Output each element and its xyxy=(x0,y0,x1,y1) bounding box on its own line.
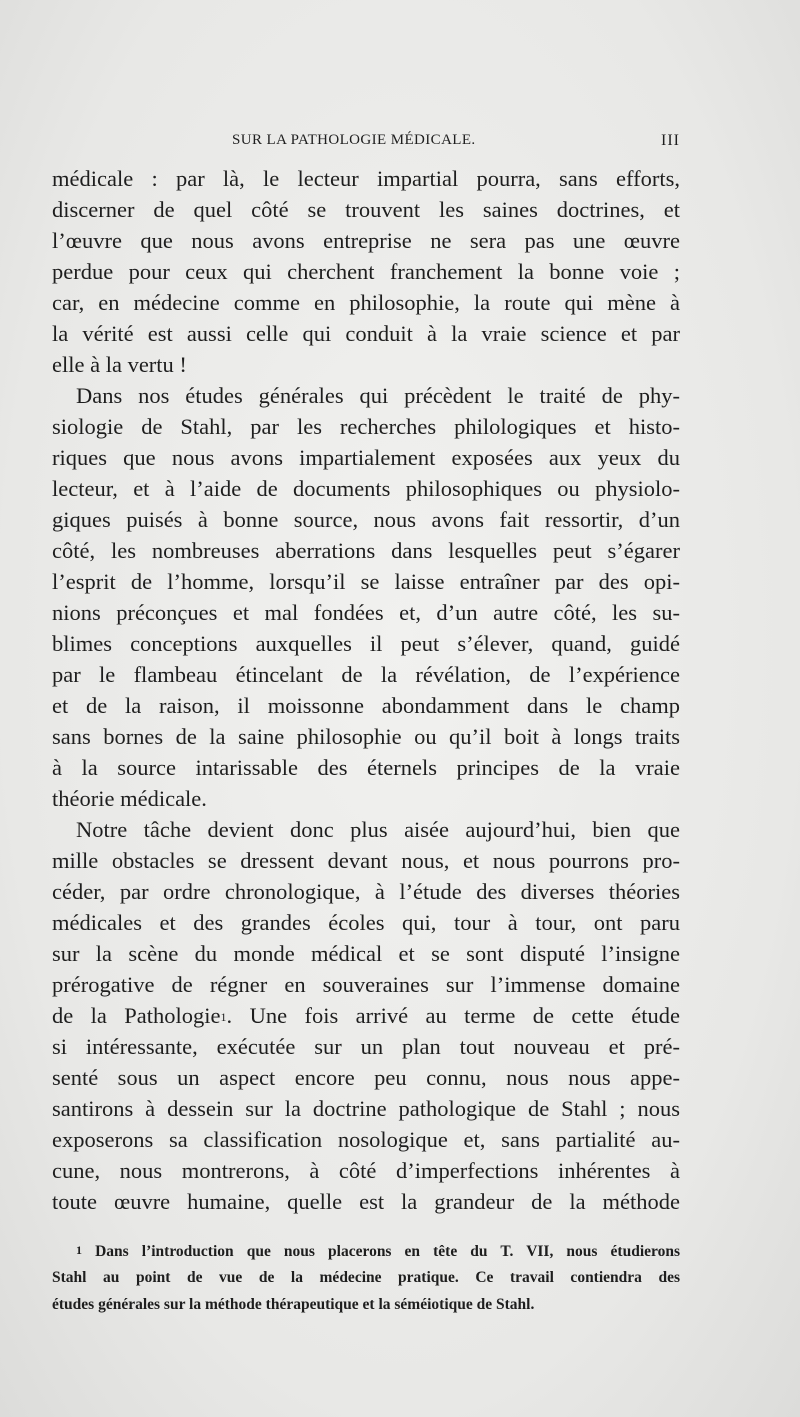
footnote-number: 1 xyxy=(76,1243,82,1257)
text-line: Notre tâche devient donc plus aisée aujourd’hui, bien que xyxy=(76,817,680,842)
text-line: lecteur, et à l’aide de documents philosophiques ou physiolo- xyxy=(52,476,680,501)
text-segment: de la Pathologie xyxy=(52,1003,221,1028)
body-text xyxy=(52,163,680,1217)
text-line: senté sous un aspect encore peu connu, nous nous appe- xyxy=(52,1065,680,1090)
footnote-line: Stahl au point de vue de la médecine pratique. Ce travail contiendra des xyxy=(52,1269,680,1286)
text-line: mille obstacles se dressent devant nous, et nous pourrons pro- xyxy=(52,848,680,873)
text-line: si intéressante, exécutée sur un plan tout nouveau et pré- xyxy=(52,1034,680,1059)
page-header xyxy=(52,132,680,154)
text-segment: . Une fois arrivé au terme de cette étude xyxy=(226,1003,680,1028)
text-line: la vérité est aussi celle qui conduit à la vraie science et par xyxy=(52,321,680,346)
text-line: exposerons sa classification nosologique et, sans partialité au- xyxy=(52,1127,680,1152)
text-line: giques puisés à bonne source, nous avons fait ressortir, d’un xyxy=(52,507,680,532)
running-title: SUR LA PATHOLOGIE MÉDICALE. xyxy=(232,132,476,148)
footnote xyxy=(52,1237,680,1318)
text-line: médicale : par là, le lecteur impartial pourra, sans efforts, xyxy=(52,166,680,191)
text-line: l’œuvre que nous avons entreprise ne sera pas une œuvre xyxy=(52,228,680,253)
page-number: III xyxy=(661,132,680,149)
text-line: siologie de Stahl, par les recherches philologiques et histo- xyxy=(52,414,680,439)
text-line: perdue pour ceux qui cherchent franchement la bonne voie ; xyxy=(52,259,680,284)
footnote-line: études générales sur la méthode thérapeutique et la séméiotique de Stahl. xyxy=(52,1296,535,1313)
text-line: elle à la vertu ! xyxy=(52,352,187,377)
text-line: toute œuvre humaine, quelle est la grandeur de la méthode xyxy=(52,1189,680,1214)
text-line: discerner de quel côté se trouvent les saines doctrines, et xyxy=(52,197,680,222)
text-line-with-footnote xyxy=(52,1000,680,1031)
text-line: blimes conceptions auxquelles il peut s’élever, quand, guidé xyxy=(52,631,680,656)
text-line: céder, par ordre chronologique, à l’étude des diverses théories xyxy=(52,879,680,904)
text-line: par le flambeau étincelant de la révélation, de l’expérience xyxy=(52,662,680,687)
text-line: prérogative de régner en souveraines sur l’immense domaine xyxy=(52,972,680,997)
text-line: théorie médicale. xyxy=(52,786,207,811)
text-line: médicales et des grandes écoles qui, tour à tour, ont paru xyxy=(52,910,680,935)
footnote-text: Dans l’introduction que nous placerons en tête du T. VII, nous étudierons xyxy=(95,1243,681,1260)
text-line: l’esprit de l’homme, lorsqu’il se laisse entraîner par des opi- xyxy=(52,569,680,594)
text-line: cune, nous montrerons, à côté d’imperfections inhérentes à xyxy=(52,1158,680,1183)
text-line: sur la scène du monde médical et se sont disputé l’insigne xyxy=(52,941,680,966)
text-line: côté, les nombreuses aberrations dans lesquelles peut s’égarer xyxy=(52,538,680,563)
text-line: santirons à dessein sur la doctrine pathologique de Stahl ; nous xyxy=(52,1096,680,1121)
text-line: sans bornes de la saine philosophie ou qu’il boit à longs traits xyxy=(52,724,680,749)
text-line: car, en médecine comme en philosophie, la route qui mène à xyxy=(52,290,680,315)
text-line: et de la raison, il moissonne abondamment dans le champ xyxy=(52,693,680,718)
footnote-line xyxy=(52,1237,680,1264)
text-line: riques que nous avons impartialement exposées aux yeux du xyxy=(52,445,680,470)
text-line: nions préconçues et mal fondées et, d’un autre côté, les su- xyxy=(52,600,680,625)
text-line: Dans nos études générales qui précèdent le traité de phy- xyxy=(76,383,680,408)
text-line: à la source intarissable des éternels principes de la vraie xyxy=(52,755,680,780)
footnote-reference: 1 xyxy=(220,1010,227,1024)
